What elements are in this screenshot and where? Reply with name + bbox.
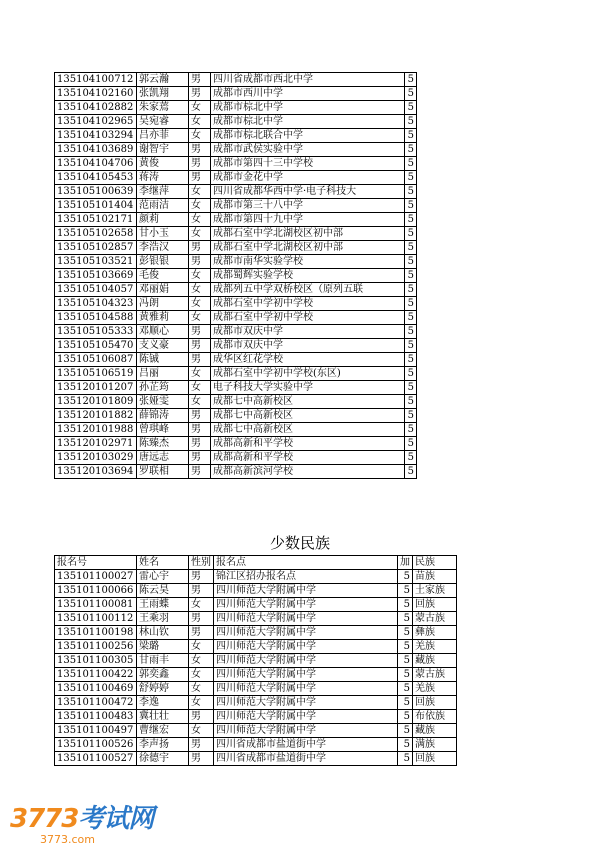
school-cell: 成都石室中学初中学校(东区)	[211, 367, 405, 381]
table-row	[55, 213, 417, 227]
reg-number-cell: 135105104588	[55, 311, 137, 325]
name-cell: 唐远志	[137, 451, 189, 465]
table-row	[55, 269, 417, 283]
site-watermark-logo	[10, 806, 153, 846]
bonus-cell: 5	[405, 255, 417, 269]
name-cell: 罗联相	[137, 465, 189, 479]
school-cell: 成都市双庆中学	[211, 325, 405, 339]
gender-cell: 女	[189, 381, 211, 395]
reg-number-cell: 135101100305	[55, 654, 137, 668]
school-cell: 成都高新滨河学校	[211, 465, 405, 479]
bonus-cell: 5	[405, 311, 417, 325]
table-row	[55, 199, 417, 213]
table-row	[55, 584, 457, 598]
school-cell: 成都市第四十三中学校	[211, 157, 405, 171]
table-row	[55, 73, 417, 87]
school-cell: 成都市金花中学	[211, 171, 405, 185]
ethnicity-cell: 羌族	[413, 640, 457, 654]
gender-cell: 女	[189, 129, 211, 143]
bonus-cell: 5	[398, 724, 413, 738]
name-cell: 吴宛睿	[137, 115, 189, 129]
school-cell: 成都市武侯实验中学	[211, 143, 405, 157]
table-row	[55, 325, 417, 339]
gender-cell: 女	[189, 724, 214, 738]
gender-cell: 女	[189, 213, 211, 227]
name-cell: 甘雨丰	[137, 654, 189, 668]
name-cell: 陈云昊	[137, 584, 189, 598]
ethnicity-cell: 苗族	[413, 570, 457, 584]
reg-number-cell: 135104102965	[55, 115, 137, 129]
table-row	[55, 409, 417, 423]
name-cell: 黄俊	[137, 157, 189, 171]
bonus-cell: 5	[398, 570, 413, 584]
reg-number-cell: 135104104706	[55, 157, 137, 171]
ethnicity-cell: 蒙古族	[413, 668, 457, 682]
bonus-cell: 5	[405, 227, 417, 241]
name-cell: 吕丽	[137, 367, 189, 381]
bonus-cell: 5	[405, 101, 417, 115]
bonus-cell: 5	[405, 451, 417, 465]
school-cell: 四川省成都市西北中学	[211, 73, 405, 87]
name-cell: 林山钦	[137, 626, 189, 640]
header-name: 姓名	[137, 556, 189, 570]
school-cell: 四川师范大学附属中学	[214, 654, 398, 668]
header-ethnicity: 民族	[413, 556, 457, 570]
logo-cn: 考试网	[78, 804, 154, 834]
name-cell: 支义豪	[137, 339, 189, 353]
gender-cell: 女	[189, 696, 214, 710]
gender-cell: 男	[189, 73, 211, 87]
gender-cell: 女	[189, 227, 211, 241]
gender-cell: 男	[189, 87, 211, 101]
gender-cell: 女	[189, 199, 211, 213]
school-cell: 成华区红花学校	[211, 353, 405, 367]
bonus-cell: 5	[405, 213, 417, 227]
bonus-cell: 5	[405, 241, 417, 255]
school-cell: 成都石室中学初中学校	[211, 311, 405, 325]
reg-number-cell: 135105105333	[55, 325, 137, 339]
logo-url: 3773.com	[40, 833, 95, 846]
logo-text	[10, 806, 153, 832]
bonus-cell: 5	[405, 325, 417, 339]
table-row	[55, 654, 457, 668]
ethnicity-cell: 土家族	[413, 584, 457, 598]
section-title-minority: 少数民族	[269, 534, 330, 552]
gender-cell: 女	[189, 185, 211, 199]
reg-number-cell: 135101100112	[55, 612, 137, 626]
name-cell: 邓丽娟	[137, 283, 189, 297]
name-cell: 曾琪峰	[137, 423, 189, 437]
ethnicity-cell: 满族	[413, 738, 457, 752]
school-cell: 锦江区招办报名点	[214, 570, 398, 584]
school-cell: 成都市第三十八中学	[211, 199, 405, 213]
bonus-cell: 5	[405, 171, 417, 185]
school-cell: 成都石室中学北湖校区初中部	[211, 227, 405, 241]
school-cell: 成都市双庆中学	[211, 339, 405, 353]
ethnicity-cell: 彝族	[413, 626, 457, 640]
school-cell: 成都七中高新校区	[211, 409, 405, 423]
bonus-cell: 5	[405, 297, 417, 311]
header-bonus: 加	[398, 556, 413, 570]
gender-cell: 男	[189, 612, 214, 626]
ethnicity-cell: 回族	[413, 598, 457, 612]
bonus-cell: 5	[405, 465, 417, 479]
table-row	[55, 339, 417, 353]
name-cell: 孙芷筠	[137, 381, 189, 395]
gender-cell: 男	[189, 752, 214, 766]
bonus-cell: 5	[405, 353, 417, 367]
school-cell: 成都市南华实验学校	[211, 255, 405, 269]
table-row	[55, 241, 417, 255]
bonus-cell: 5	[405, 367, 417, 381]
student-table-minority	[54, 555, 457, 766]
table-row	[55, 353, 417, 367]
ethnicity-cell: 羌族	[413, 682, 457, 696]
bonus-cell: 5	[398, 626, 413, 640]
table-row	[55, 710, 457, 724]
reg-number-cell: 135104102882	[55, 101, 137, 115]
school-cell: 成都七中高新校区	[211, 423, 405, 437]
gender-cell: 女	[189, 115, 211, 129]
name-cell: 朱家蔫	[137, 101, 189, 115]
name-cell: 张凯翔	[137, 87, 189, 101]
reg-number-cell: 135105103669	[55, 269, 137, 283]
table-row	[55, 171, 417, 185]
bonus-cell: 5	[398, 598, 413, 612]
table-row	[55, 738, 457, 752]
gender-cell: 女	[189, 367, 211, 381]
name-cell: 郭奕鑫	[137, 668, 189, 682]
name-cell: 邓顺心	[137, 325, 189, 339]
bonus-cell: 5	[405, 423, 417, 437]
reg-number-cell: 135101100526	[55, 738, 137, 752]
table-row	[55, 143, 417, 157]
table-row	[55, 381, 417, 395]
bonus-cell: 5	[398, 654, 413, 668]
name-cell: 彭银银	[137, 255, 189, 269]
school-cell: 电子科技大学实验中学	[211, 381, 405, 395]
name-cell: 曹继宏	[137, 724, 189, 738]
name-cell: 蒋涛	[137, 171, 189, 185]
table-row	[55, 640, 457, 654]
reg-number-cell: 135105101404	[55, 199, 137, 213]
bonus-cell: 5	[398, 682, 413, 696]
bonus-cell: 5	[405, 269, 417, 283]
reg-number-cell: 135104105453	[55, 171, 137, 185]
ethnicity-cell: 回族	[413, 752, 457, 766]
gender-cell: 女	[189, 283, 211, 297]
bonus-cell: 5	[405, 87, 417, 101]
table-row	[55, 682, 457, 696]
name-cell: 雷心宇	[137, 570, 189, 584]
reg-number-cell: 135105102658	[55, 227, 137, 241]
reg-number-cell: 135104103294	[55, 129, 137, 143]
gender-cell: 女	[189, 269, 211, 283]
school-cell: 成都市棕北中学	[211, 101, 405, 115]
name-cell: 吕亦菲	[137, 129, 189, 143]
ethnicity-cell: 藏族	[413, 724, 457, 738]
bonus-cell: 5	[398, 612, 413, 626]
name-cell: 李继萍	[137, 185, 189, 199]
reg-number-cell: 135101100256	[55, 640, 137, 654]
name-cell: 谢智宇	[137, 143, 189, 157]
gender-cell: 男	[189, 584, 214, 598]
ethnicity-cell: 回族	[413, 696, 457, 710]
bonus-cell: 5	[405, 339, 417, 353]
school-cell: 成都高新和平学校	[211, 451, 405, 465]
header-reg-number: 报名号	[55, 556, 137, 570]
student-table-1	[54, 72, 417, 479]
bonus-cell: 5	[405, 199, 417, 213]
reg-number-cell: 135105102171	[55, 213, 137, 227]
name-cell: 李浩汉	[137, 241, 189, 255]
name-cell: 李逸	[137, 696, 189, 710]
school-cell: 成都市西川中学	[211, 87, 405, 101]
bonus-cell: 5	[405, 185, 417, 199]
reg-number-cell: 135105106519	[55, 367, 137, 381]
gender-cell: 男	[189, 570, 214, 584]
bonus-cell: 5	[398, 738, 413, 752]
gender-cell: 男	[189, 171, 211, 185]
gender-cell: 女	[189, 101, 211, 115]
name-cell: 梁璐	[137, 640, 189, 654]
reg-number-cell: 135101100497	[55, 724, 137, 738]
gender-cell: 男	[189, 325, 211, 339]
reg-number-cell: 135101100483	[55, 710, 137, 724]
gender-cell: 女	[189, 682, 214, 696]
header-reg-point: 报名点	[214, 556, 398, 570]
name-cell: 李声扬	[137, 738, 189, 752]
bonus-cell: 5	[405, 115, 417, 129]
bonus-cell: 5	[398, 752, 413, 766]
table-row	[55, 437, 417, 451]
school-cell: 四川省成都华西中学·电子科技大	[211, 185, 405, 199]
table-row	[55, 724, 457, 738]
gender-cell: 男	[189, 241, 211, 255]
reg-number-cell: 135101100472	[55, 696, 137, 710]
reg-number-cell: 135105106087	[55, 353, 137, 367]
reg-number-cell: 135105104323	[55, 297, 137, 311]
gender-cell: 男	[189, 451, 211, 465]
table-row	[55, 752, 457, 766]
gender-cell: 女	[189, 640, 214, 654]
bonus-cell: 5	[405, 395, 417, 409]
bonus-cell: 5	[398, 710, 413, 724]
name-cell: 范雨洁	[137, 199, 189, 213]
table-row	[55, 668, 457, 682]
table-row	[55, 157, 417, 171]
name-cell: 薛锦涛	[137, 409, 189, 423]
table-row	[55, 395, 417, 409]
reg-number-cell: 135120101809	[55, 395, 137, 409]
reg-number-cell: 135101100081	[55, 598, 137, 612]
bonus-cell: 5	[405, 381, 417, 395]
gender-cell: 女	[189, 598, 214, 612]
reg-number-cell: 135105105470	[55, 339, 137, 353]
reg-number-cell: 135101100527	[55, 752, 137, 766]
gender-cell: 男	[189, 710, 214, 724]
name-cell: 舒婷婷	[137, 682, 189, 696]
table-row	[55, 570, 457, 584]
school-cell: 成都市第四十九中学	[211, 213, 405, 227]
school-cell: 四川师范大学附属中学	[214, 668, 398, 682]
table-row	[55, 612, 457, 626]
bonus-cell: 5	[398, 696, 413, 710]
gender-cell: 女	[189, 311, 211, 325]
reg-number-cell: 135101100422	[55, 668, 137, 682]
reg-number-cell: 135101100066	[55, 584, 137, 598]
reg-number-cell: 135120101882	[55, 409, 137, 423]
reg-number-cell: 135101100027	[55, 570, 137, 584]
table-row	[55, 297, 417, 311]
school-cell: 成都蜀辉实验学校	[211, 269, 405, 283]
table-row	[55, 696, 457, 710]
table-row	[55, 255, 417, 269]
school-cell: 成都石室中学北湖校区初中部	[211, 241, 405, 255]
school-cell: 四川师范大学附属中学	[214, 626, 398, 640]
table-row	[55, 626, 457, 640]
name-cell: 郭云瀚	[137, 73, 189, 87]
ethnicity-cell: 布依族	[413, 710, 457, 724]
bonus-cell: 5	[405, 283, 417, 297]
school-cell: 四川省成都市盐道街中学	[214, 738, 398, 752]
table-row	[55, 101, 417, 115]
school-cell: 四川师范大学附属中学	[214, 696, 398, 710]
reg-number-cell: 135104100712	[55, 73, 137, 87]
gender-cell: 男	[189, 465, 211, 479]
reg-number-cell: 135105103521	[55, 255, 137, 269]
name-cell: 黄雅莉	[137, 311, 189, 325]
reg-number-cell: 135104102160	[55, 87, 137, 101]
header-gender: 性别	[189, 556, 214, 570]
reg-number-cell: 135101100469	[55, 682, 137, 696]
name-cell: 徐德宇	[137, 752, 189, 766]
school-cell: 四川省成都市盐道街中学	[214, 752, 398, 766]
name-cell: 甘小玉	[137, 227, 189, 241]
table-row	[55, 283, 417, 297]
table-row	[55, 115, 417, 129]
name-cell: 张娅雯	[137, 395, 189, 409]
school-cell: 四川师范大学附属中学	[214, 640, 398, 654]
gender-cell: 男	[189, 353, 211, 367]
reg-number-cell: 135104103689	[55, 143, 137, 157]
reg-number-cell: 135120101988	[55, 423, 137, 437]
table-row	[55, 423, 417, 437]
gender-cell: 男	[189, 255, 211, 269]
gender-cell: 男	[189, 339, 211, 353]
school-cell: 四川师范大学附属中学	[214, 612, 398, 626]
school-cell: 四川师范大学附属中学	[214, 724, 398, 738]
bonus-cell: 5	[405, 437, 417, 451]
name-cell: 陈铖	[137, 353, 189, 367]
school-cell: 成都石室中学初中学校	[211, 297, 405, 311]
gender-cell: 男	[189, 409, 211, 423]
school-cell: 成都市棕北联合中学	[211, 129, 405, 143]
name-cell: 陈臻杰	[137, 437, 189, 451]
ethnicity-cell: 蒙古族	[413, 612, 457, 626]
gender-cell: 男	[189, 437, 211, 451]
gender-cell: 女	[189, 297, 211, 311]
school-cell: 成都列五中学双桥校区（原列五联	[211, 283, 405, 297]
reg-number-cell: 135120102971	[55, 437, 137, 451]
reg-number-cell: 135101100198	[55, 626, 137, 640]
name-cell: 王雨蝶	[137, 598, 189, 612]
table-row	[55, 451, 417, 465]
bonus-cell: 5	[405, 409, 417, 423]
gender-cell: 男	[189, 738, 214, 752]
table-row	[55, 465, 417, 479]
gender-cell: 男	[189, 626, 214, 640]
school-cell: 成都市棕北中学	[211, 115, 405, 129]
table-row	[55, 311, 417, 325]
table-header-row	[55, 556, 457, 570]
reg-number-cell: 135120103694	[55, 465, 137, 479]
reg-number-cell: 135105104057	[55, 283, 137, 297]
bonus-cell: 5	[405, 129, 417, 143]
name-cell: 王乘羽	[137, 612, 189, 626]
bonus-cell: 5	[398, 668, 413, 682]
bonus-cell: 5	[398, 640, 413, 654]
school-cell: 成都高新和平学校	[211, 437, 405, 451]
school-cell: 四川师范大学附属中学	[214, 682, 398, 696]
school-cell: 四川师范大学附属中学	[214, 598, 398, 612]
school-cell: 成都七中高新校区	[211, 395, 405, 409]
bonus-cell: 5	[405, 157, 417, 171]
reg-number-cell: 135105102857	[55, 241, 137, 255]
table-row	[55, 185, 417, 199]
gender-cell: 女	[189, 395, 211, 409]
table-row	[55, 87, 417, 101]
table-row	[55, 129, 417, 143]
name-cell: 冯朗	[137, 297, 189, 311]
reg-number-cell: 135120103029	[55, 451, 137, 465]
gender-cell: 女	[189, 668, 214, 682]
school-cell: 四川师范大学附属中学	[214, 584, 398, 598]
name-cell: 毛俊	[137, 269, 189, 283]
gender-cell: 男	[189, 143, 211, 157]
logo-digits: 3773	[10, 804, 79, 834]
reg-number-cell: 135120101207	[55, 381, 137, 395]
table-row	[55, 598, 457, 612]
bonus-cell: 5	[405, 73, 417, 87]
gender-cell: 女	[189, 654, 214, 668]
ethnicity-cell: 藏族	[413, 654, 457, 668]
bonus-cell: 5	[405, 143, 417, 157]
school-cell: 四川师范大学附属中学	[214, 710, 398, 724]
name-cell: 颜莉	[137, 213, 189, 227]
table-row	[55, 367, 417, 381]
table-row	[55, 227, 417, 241]
gender-cell: 男	[189, 423, 211, 437]
reg-number-cell: 135105100639	[55, 185, 137, 199]
bonus-cell: 5	[398, 584, 413, 598]
gender-cell: 男	[189, 157, 211, 171]
name-cell: 冀壮壮	[137, 710, 189, 724]
